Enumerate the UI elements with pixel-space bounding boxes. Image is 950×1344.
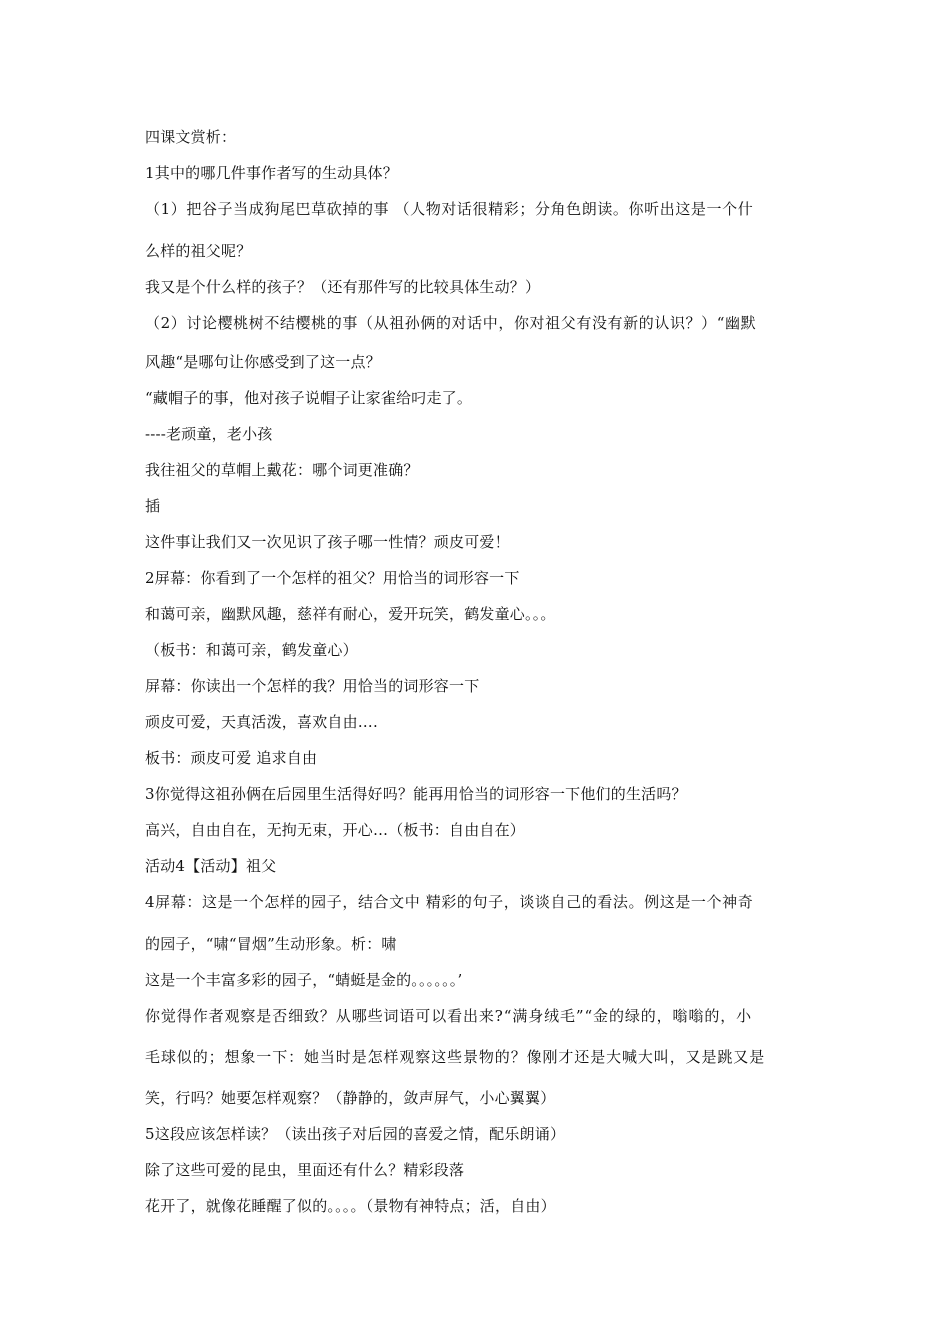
- text-line: 屏幕：你读出一个怎样的我？用恰当的词形容一下: [145, 677, 480, 695]
- text-line: 4屏幕：这是一个怎样的园子，结合文中 精彩的句子，谈谈自己的看法。例这是一个神奇: [145, 893, 754, 911]
- text-line: 这是一个丰富多彩的园子，“蜻蜓是金的。。。。。。’: [145, 971, 463, 989]
- text-line: 和蔼可亲，幽默风趣，慈祥有耐心，爱开玩笑，鹤发童心。。。: [145, 605, 556, 623]
- text-line: 我又是个什么样的孩子？（还有那件写的比较具体生动？）: [145, 278, 541, 296]
- text-line: 3你觉得这祖孙俩在后园里生活得好吗？能再用恰当的词形容一下他们的生活吗？: [145, 785, 687, 803]
- text-line: （板书：和蔼可亲，鹤发童心）: [145, 641, 358, 659]
- text-line: 顽皮可爱，天真活泼，喜欢自由….: [145, 713, 378, 731]
- text-line: ----老顽童，老小孩: [145, 425, 273, 443]
- text-line: 高兴，自由自在，无拘无束，开心…（板书：自由自在）: [145, 821, 526, 839]
- text-line: 5这段应该怎样读？（读出孩子对后园的喜爱之情，配乐朗诵）: [145, 1125, 566, 1143]
- text-line: 这件事让我们又一次见识了孩子哪一性情？顽皮可爱！: [145, 533, 510, 551]
- text-line: 风趣“是哪句让你感受到了这一点？: [145, 353, 381, 371]
- text-line: 除了这些可爱的昆虫，里面还有什么？精彩段落: [145, 1161, 465, 1179]
- text-line: 笑，行吗？她要怎样观察？（静静的，敛声屏气，小心翼翼）: [145, 1089, 556, 1107]
- text-line: （2）讨论樱桃树不结樱桃的事（从祖孙俩的对话中，你对祖父有没有新的认识？）“幽默: [145, 314, 757, 332]
- text-line: （1）把谷子当成狗尾巴草砍掉的事 （人物对话很精彩；分角色朗读。你听出这是一个什: [145, 200, 754, 218]
- text-line: 的园子，“啸“冒烟”生动形象。析：啸: [145, 935, 397, 953]
- section-heading: 四课文赏析：: [145, 128, 237, 146]
- text-line: 毛球似的；想象一下：她当时是怎样观察这些景物的？像刚才还是大喊大叫，又是跳又是: [145, 1048, 766, 1066]
- text-line: 1其中的哪几件事作者写的生动具体？: [145, 164, 398, 182]
- text-line: 么样的祖父呢？: [145, 242, 252, 260]
- text-line: 花开了，就像花睡醒了似的。。。。（景物有神特点；活，自由）: [145, 1197, 556, 1215]
- text-line: 2屏幕：你看到了一个怎样的祖父？用恰当的词形容一下: [145, 569, 520, 587]
- text-line: 插: [145, 497, 161, 515]
- text-line: 你觉得作者观察是否细致？从哪些词语可以看出来?“满身绒毛”“金的绿的，嗡嗡的，小: [145, 1007, 753, 1025]
- text-line: “藏帽子的事，他对孩子说帽子让家雀给叼走了。: [145, 389, 473, 407]
- text-line: 板书：顽皮可爱 追求自由: [145, 749, 318, 767]
- text-line: 我往祖父的草帽上戴花：哪个词更准确？: [145, 461, 419, 479]
- text-line: 活动4【活动】祖父: [145, 857, 277, 875]
